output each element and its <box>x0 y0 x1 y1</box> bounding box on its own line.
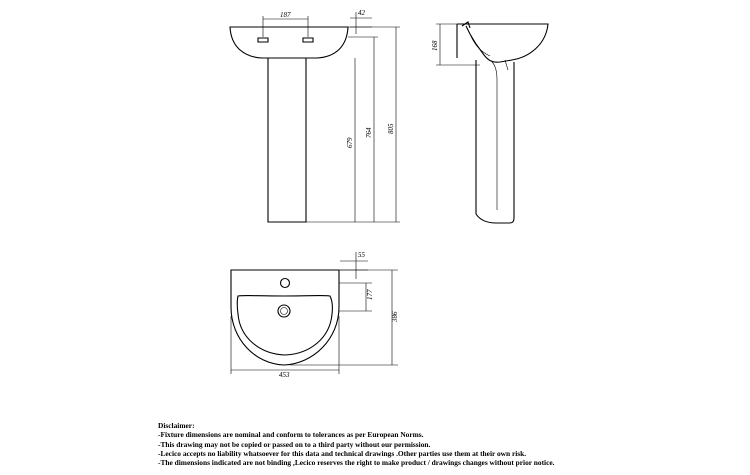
front-basin-outline <box>230 27 348 58</box>
top-view <box>231 251 399 379</box>
dim-tap-hole-spacing: 187 <box>280 11 291 19</box>
side-pedestal <box>476 60 514 223</box>
tap-hole-left <box>258 38 268 42</box>
disclaimer-title: Disclaimer: <box>158 421 195 430</box>
dim-front-to-waste: 177 <box>366 289 374 300</box>
side-view <box>431 22 548 223</box>
top-basin-inner <box>237 296 332 355</box>
dim-basin-depth: 168 <box>431 40 439 51</box>
dim-basin-rim-height: 764 <box>365 127 373 138</box>
top-basin-outer <box>231 270 339 365</box>
disclaimer-line: -This drawing may not be copied or passed on to a third party without our permission. <box>158 439 431 449</box>
dim-overall-height: 805 <box>387 123 395 134</box>
disclaimer-block <box>158 421 748 467</box>
dim-projection: 386 <box>391 311 399 322</box>
dim-width: 453 <box>279 371 290 379</box>
dim-top-offset: 42 <box>358 9 365 17</box>
disclaimer-line: -Fixture dimensions are nominal and conform to tolerances as per European Norms. <box>158 430 424 440</box>
side-basin-outline <box>457 24 548 62</box>
top-waste-inner <box>281 308 288 315</box>
top-waste-outer <box>278 305 290 317</box>
dim-pedestal-height: 679 <box>346 137 354 148</box>
tap-hole-right <box>303 38 313 42</box>
top-tap-hole <box>281 279 290 288</box>
front-view <box>230 9 400 222</box>
disclaimer-line: -Lecico accepts no liability whatsoever for this data and technical drawings .Other parties use them at their own risk. <box>158 448 527 458</box>
dim-tap-hole-offset: 55 <box>358 251 365 259</box>
disclaimer-line: -The dimensions indicated are not binding ,Lecico reserves the right to make product / drawings changes without prior notice. <box>158 458 555 468</box>
front-pedestal <box>268 58 306 222</box>
